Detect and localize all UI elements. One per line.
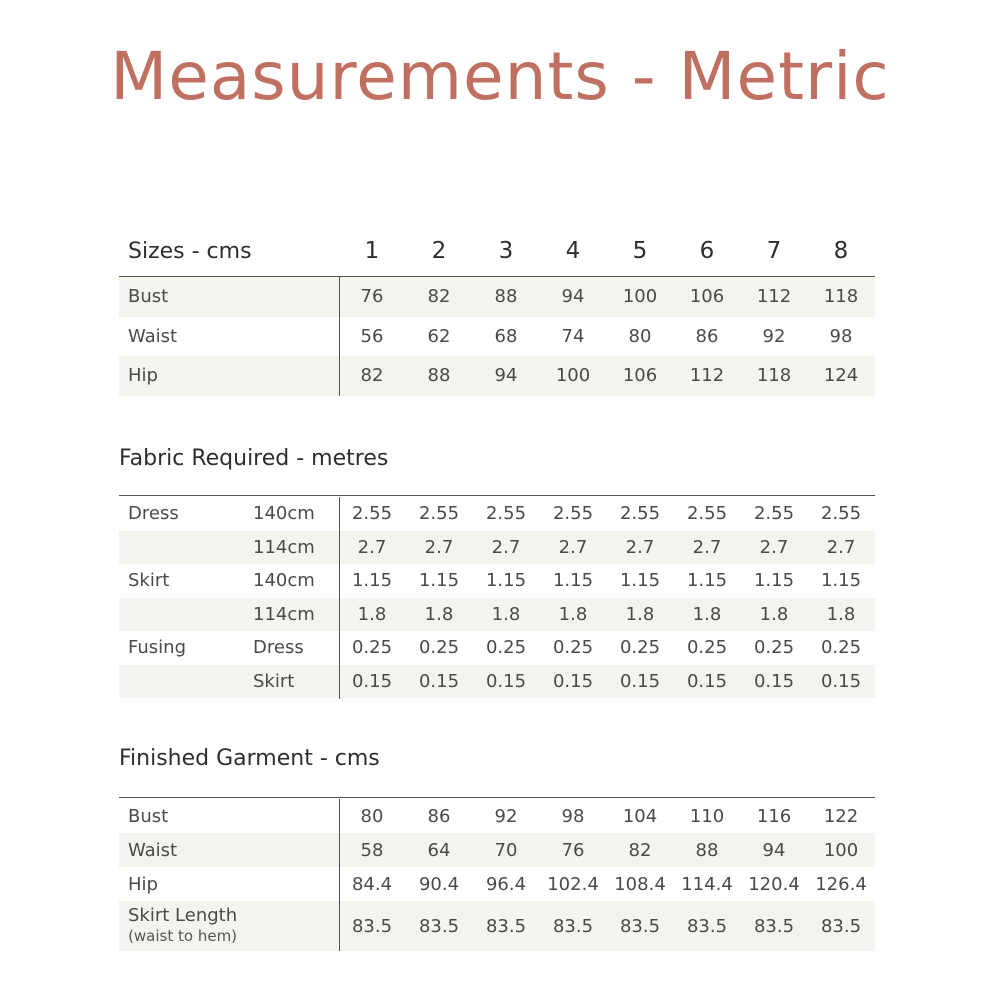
finished-cell: 83.5 (686, 915, 728, 937)
fabric-cell: 0.25 (485, 637, 527, 659)
finished-cell: 94 (762, 839, 786, 861)
fabric-row-sublabel: Dress (253, 637, 304, 659)
finished-cell: 83.5 (820, 915, 862, 937)
sizes-cell: 92 (762, 325, 786, 347)
size-header-8: 8 (833, 238, 849, 264)
sizes-cell: 80 (628, 325, 652, 347)
fabric-cell: 2.55 (552, 503, 594, 525)
size-header-3: 3 (498, 238, 514, 264)
finished-cell: 76 (561, 839, 585, 861)
finished-cell: 108.4 (614, 873, 666, 895)
fabric-cell: 1.8 (759, 603, 789, 625)
fabric-cell: 2.7 (826, 536, 856, 558)
fabric-cell: 2.55 (820, 503, 862, 525)
finished-cell: 126.4 (815, 873, 867, 895)
fabric-row-sublabel: 114cm (253, 536, 315, 558)
fabric-cell: 0.25 (552, 637, 594, 659)
finished-cell: 88 (695, 839, 719, 861)
fabric-cell: 1.8 (491, 603, 521, 625)
finished-cell: 122 (823, 805, 859, 827)
fabric-cell: 0.25 (418, 637, 460, 659)
fabric-cell: 0.15 (686, 670, 728, 692)
finished-header-rule (119, 797, 875, 798)
fabric-cell: 0.25 (820, 637, 862, 659)
fabric-cell: 1.15 (753, 570, 795, 592)
fabric-cell: 0.25 (619, 637, 661, 659)
sizes-cell: 88 (427, 365, 451, 387)
fabric-header-rule (119, 495, 875, 496)
sizes-table (119, 220, 875, 387)
fabric-row (119, 497, 875, 531)
fabric-cell: 1.15 (351, 570, 393, 592)
sizes-cell: 82 (360, 365, 384, 387)
finished-cell: 110 (689, 805, 725, 827)
finished-cell: 64 (427, 839, 451, 861)
fabric-cell: 1.15 (552, 570, 594, 592)
fabric-row-label: Skirt (128, 570, 170, 592)
sizes-cell: 82 (427, 286, 451, 308)
fabric-cell: 0.15 (418, 670, 460, 692)
fabric-row-label: Fusing (128, 637, 186, 659)
sizes-cell: 76 (360, 286, 384, 308)
size-header-6: 6 (699, 238, 715, 264)
fabric-cell: 2.7 (759, 536, 789, 558)
fabric-row-label: Dress (128, 503, 179, 525)
finished-cell: 100 (823, 839, 859, 861)
fabric-cell: 1.15 (418, 570, 460, 592)
fabric-cell: 0.25 (753, 637, 795, 659)
fabric-cell: 0.15 (552, 670, 594, 692)
finished-row-label: Waist (128, 839, 178, 861)
sizes-cell: 98 (829, 325, 853, 347)
finished-row-label (128, 901, 237, 951)
fabric-row (119, 564, 875, 598)
fabric-cell: 1.8 (826, 603, 856, 625)
sizes-cell: 106 (689, 286, 725, 308)
fabric-cell: 0.15 (619, 670, 661, 692)
finished-cell: 80 (360, 805, 384, 827)
finished-row-label: Bust (128, 805, 169, 827)
fabric-cell: 1.8 (357, 603, 387, 625)
finished-row-label-main: Skirt Length (128, 905, 238, 926)
fabric-cell: 0.15 (820, 670, 862, 692)
sizes-header-label: Sizes - cms (128, 239, 252, 264)
size-header-7: 7 (766, 238, 782, 264)
fabric-cell: 1.15 (619, 570, 661, 592)
finished-cell: 83.5 (351, 915, 393, 937)
fabric-cell: 2.7 (424, 536, 454, 558)
size-header-1: 1 (364, 238, 380, 264)
fabric-cell: 1.15 (820, 570, 862, 592)
sizes-row (119, 277, 875, 317)
sizes-cell: 68 (494, 325, 518, 347)
finished-cell: 70 (494, 839, 518, 861)
finished-section-title: Finished Garment - cms (119, 746, 380, 771)
sizes-cell: 100 (555, 365, 591, 387)
fabric-cell: 2.55 (753, 503, 795, 525)
fabric-cell: 2.55 (686, 503, 728, 525)
finished-cell: 83.5 (485, 915, 527, 937)
fabric-row (119, 531, 875, 565)
finished-cell: 98 (561, 805, 585, 827)
finished-divider (339, 799, 340, 951)
sizes-cell: 94 (494, 365, 518, 387)
fabric-section-title: Fabric Required - metres (119, 446, 389, 471)
finished-cell: 96.4 (485, 873, 527, 895)
fabric-cell: 0.15 (351, 670, 393, 692)
fabric-cell: 1.8 (625, 603, 655, 625)
sizes-row-label: Hip (128, 365, 158, 387)
sizes-row-label: Bust (128, 286, 169, 308)
fabric-cell: 0.15 (753, 670, 795, 692)
fabric-cell: 0.15 (485, 670, 527, 692)
fabric-cell: 1.8 (692, 603, 722, 625)
finished-cell: 84.4 (351, 873, 393, 895)
sizes-header (119, 220, 875, 276)
finished-cell: 120.4 (748, 873, 800, 895)
finished-cell: 83.5 (753, 915, 795, 937)
fabric-cell: 2.7 (625, 536, 655, 558)
finished-cell: 92 (494, 805, 518, 827)
finished-cell: 114.4 (681, 873, 733, 895)
sizes-cell: 62 (427, 325, 451, 347)
finished-row (119, 833, 875, 867)
finished-row (119, 867, 875, 901)
sizes-cell: 106 (622, 365, 658, 387)
fabric-cell: 2.7 (491, 536, 521, 558)
sizes-cell: 112 (689, 365, 725, 387)
page-title: Measurements - Metric (110, 38, 890, 115)
sizes-cell: 94 (561, 286, 585, 308)
sizes-cell: 86 (695, 325, 719, 347)
finished-cell: 58 (360, 839, 384, 861)
finished-cell: 102.4 (547, 873, 599, 895)
fabric-row-sublabel: 140cm (253, 570, 315, 592)
fabric-row-sublabel: 114cm (253, 603, 315, 625)
sizes-cell: 100 (622, 286, 658, 308)
fabric-divider (339, 497, 340, 699)
fabric-row-sublabel: Skirt (253, 670, 295, 692)
fabric-cell: 2.7 (558, 536, 588, 558)
finished-cell: 104 (622, 805, 658, 827)
finished-cell: 116 (756, 805, 792, 827)
fabric-row-sublabel: 140cm (253, 503, 315, 525)
fabric-cell: 2.7 (692, 536, 722, 558)
sizes-cell: 56 (360, 325, 384, 347)
fabric-cell: 0.25 (686, 637, 728, 659)
fabric-row (119, 598, 875, 632)
fabric-cell: 1.8 (424, 603, 454, 625)
sizes-cell: 112 (756, 286, 792, 308)
finished-row-label-note: (waist to hem) (128, 927, 238, 945)
fabric-cell: 1.15 (485, 570, 527, 592)
fabric-cell: 2.55 (351, 503, 393, 525)
finished-row (119, 799, 875, 833)
fabric-row (119, 631, 875, 665)
sizes-row-label: Waist (128, 325, 178, 347)
fabric-cell: 0.25 (351, 637, 393, 659)
fabric-cell: 2.55 (485, 503, 527, 525)
finished-cell: 83.5 (418, 915, 460, 937)
sizes-cell: 124 (823, 365, 859, 387)
fabric-cell: 1.8 (558, 603, 588, 625)
sizes-cell: 118 (823, 286, 859, 308)
fabric-cell: 1.15 (686, 570, 728, 592)
fabric-row (119, 665, 875, 699)
finished-cell: 83.5 (619, 915, 661, 937)
finished-cell: 82 (628, 839, 652, 861)
size-header-5: 5 (632, 238, 648, 264)
sizes-row (119, 317, 875, 357)
sizes-row (119, 356, 875, 396)
fabric-cell: 2.7 (357, 536, 387, 558)
finished-cell: 83.5 (552, 915, 594, 937)
sizes-cell: 88 (494, 286, 518, 308)
fabric-cell: 2.55 (418, 503, 460, 525)
sizes-cell: 118 (756, 365, 792, 387)
finished-row-label: Hip (128, 873, 158, 895)
sizes-divider (339, 277, 340, 396)
sizes-cell: 74 (561, 325, 585, 347)
finished-cell: 90.4 (418, 873, 460, 895)
size-header-2: 2 (431, 238, 447, 264)
finished-row (119, 901, 875, 951)
fabric-cell: 2.55 (619, 503, 661, 525)
size-header-4: 4 (565, 238, 581, 264)
finished-cell: 86 (427, 805, 451, 827)
